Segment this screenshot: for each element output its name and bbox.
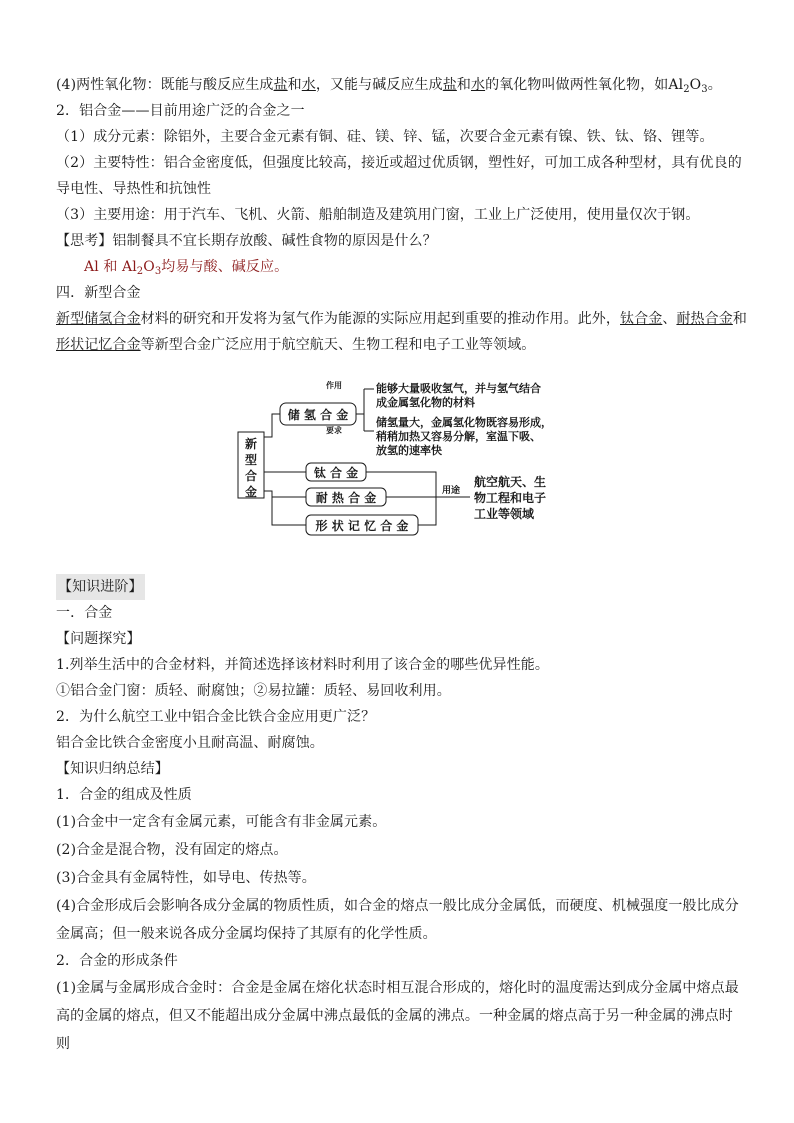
root-char: 新 [244, 437, 258, 451]
point-5-line-1: (1)金属与金属形成合金时：合金是金属在熔化状态时相互混合形成的，熔化时的温度需达到成分金属中熔点最 [56, 980, 739, 996]
connector-line [366, 472, 436, 525]
root-char: 合 [244, 469, 258, 483]
underlined-term: 形状记忆合金 [56, 337, 141, 353]
text-span: Al 和 Al [84, 259, 137, 275]
text-span: 等新型合金广泛应用于航空航天、生物工程和电子工业等领域。 [140, 337, 536, 353]
knowledge-advanced-tag [56, 574, 746, 600]
connector-line [264, 491, 306, 525]
point-5-line-2: 高的金属的熔点，但又不能超出成分金属中沸点最低的金属的沸点。一种金属的熔点高于另一种金属的沸点时则 [56, 1008, 733, 1052]
requirement-label: 要求 [326, 426, 342, 435]
document-page [56, 72, 746, 358]
properties-line-2: 导电性、导热性和抗蚀性 [56, 181, 212, 197]
heading-aluminum-alloy: 2．铝合金——目前用途广泛的合金之一 [56, 103, 305, 119]
underlined-salt: 盐 [273, 77, 288, 93]
subscript: 3 [701, 84, 708, 95]
use-text: 物工程和电子 [474, 491, 547, 505]
problem-inquiry-heading: 【问题探究】 [56, 631, 141, 647]
point-3: (3)合金具有金属特性，如导电、传热等。 [56, 870, 316, 886]
underlined-water: 水 [301, 77, 316, 93]
point-2: (2)合金是混合物，没有固定的熔点。 [56, 842, 288, 858]
requirement-text: 放氢的速率快 [376, 444, 442, 457]
new-alloy-diagram [230, 375, 570, 545]
subheading-composition: 1．合金的组成及性质 [56, 787, 192, 803]
thinking-question: 【思考】铝制餐具不宜长期存放酸、碱性食物的原因是什么？ [56, 233, 437, 249]
text-span: O [143, 259, 155, 275]
text-span: 均易与酸、碱反应。 [161, 259, 289, 275]
text-span: 材料的研究和开发将为氢气作为能源的实际应用起到重要的推动作用。此外， [140, 311, 621, 327]
new-alloy-line-2 [56, 332, 746, 358]
shape-memory-label: 形 状 记 忆 合 金 [315, 519, 409, 533]
role-text: 成金属氢化物的材料 [376, 396, 475, 409]
summary-heading: 【知识归纳总结】 [56, 761, 169, 777]
answer-2: 铝合金比铁合金密度小且耐高温、耐腐蚀。 [56, 735, 324, 751]
text-span: 、 [662, 311, 677, 327]
heading-new-alloy: 四．新型合金 [56, 285, 141, 301]
point-4-line-1: (4)合金形成后会影响各成分金属的物质性质，如合金的熔点一般比成分金属低，而硬度、机械强度一般比成分 [56, 898, 739, 914]
connector-line [264, 414, 280, 437]
subscript: 3 [154, 266, 162, 277]
subscript: 2 [683, 84, 690, 95]
text-span: 和 [456, 77, 471, 93]
root-char: 金 [244, 485, 258, 499]
text-span: 和 [287, 77, 302, 93]
text-span: O [689, 77, 702, 93]
titanium-alloy-label: 钛 合 金 [313, 466, 359, 480]
role-label: 作用 [326, 381, 342, 390]
subscript: 2 [136, 266, 144, 277]
requirement-text: 储氢量大，金属氢化物既容易形成， [376, 416, 552, 429]
question-1: 1.列举生活中的合金材料，并简述选择该材料时利用了该合金的哪些优异性能。 [56, 657, 549, 673]
underlined-term: 钛合金 [620, 311, 663, 327]
properties-line-1: （2）主要特性：铝合金密度低，但强度比较高，接近或超过优质钢，塑性好，可加工成各种型材，具有优良的 [56, 155, 742, 171]
heat-resistant-label: 耐 热 合 金 [315, 491, 377, 505]
question-2: 2．为什么航空工业中铝合金比铁合金应用更广泛？ [56, 709, 376, 725]
underlined-salt: 盐 [442, 77, 457, 93]
answer-1: ①铝合金门窗：质轻、耐腐蚀；②易拉罐：质轻、易回收利用。 [56, 683, 451, 699]
heading-alloy: 一．合金 [56, 605, 113, 621]
underlined-term: 新型储氢合金 [56, 311, 141, 327]
amphoteric-oxide-line [56, 72, 746, 98]
thinking-answer [56, 254, 746, 280]
role-text: 能够大量吸收氢气，并与氢气结合 [376, 382, 541, 395]
use-text: 工业等领域 [474, 507, 535, 521]
document-page-lower [56, 574, 746, 1058]
uses-line: （3）主要用途：用于汽车、飞机、火箭、船舶制造及建筑用门窗，工业上广泛使用，使用量仅次于钢。 [56, 207, 700, 223]
root-char: 型 [244, 453, 258, 467]
text-span: 。 [707, 77, 722, 93]
text-span: ，又能与碱反应生成 [315, 77, 443, 93]
requirement-text: 稍稍加热又容易分解，室温下吸、 [376, 430, 541, 443]
use-label: 用途 [442, 486, 461, 496]
new-alloy-line-1 [56, 306, 746, 332]
point-1: (1)合金中一定含有金属元素，可能含有非金属元素。 [56, 814, 387, 830]
underlined-term: 耐热合金 [676, 311, 733, 327]
text-span: 和 [732, 311, 747, 327]
use-text: 航空航天、生 [474, 475, 547, 489]
tag-label: 【知识进阶】 [56, 574, 145, 600]
text-span: (4)两性氧化物：既能与酸反应生成 [56, 77, 274, 93]
composition-line: （1）成分元素：除铝外，主要合金元素有铜、硅、镁、锌、锰，次要合金元素有镍、铁、钛、铬、锂等。 [56, 129, 714, 145]
underlined-water: 水 [470, 77, 486, 93]
text-span: 的氧化物叫做两性氧化物，如Al [485, 77, 684, 93]
storage-alloy-label: 储 氢 合 金 [287, 408, 349, 422]
point-4-line-2: 金属高；但一般来说各成分金属均保持了其原有的化学性质。 [56, 926, 437, 942]
subheading-formation: 2．合金的形成条件 [56, 953, 178, 969]
